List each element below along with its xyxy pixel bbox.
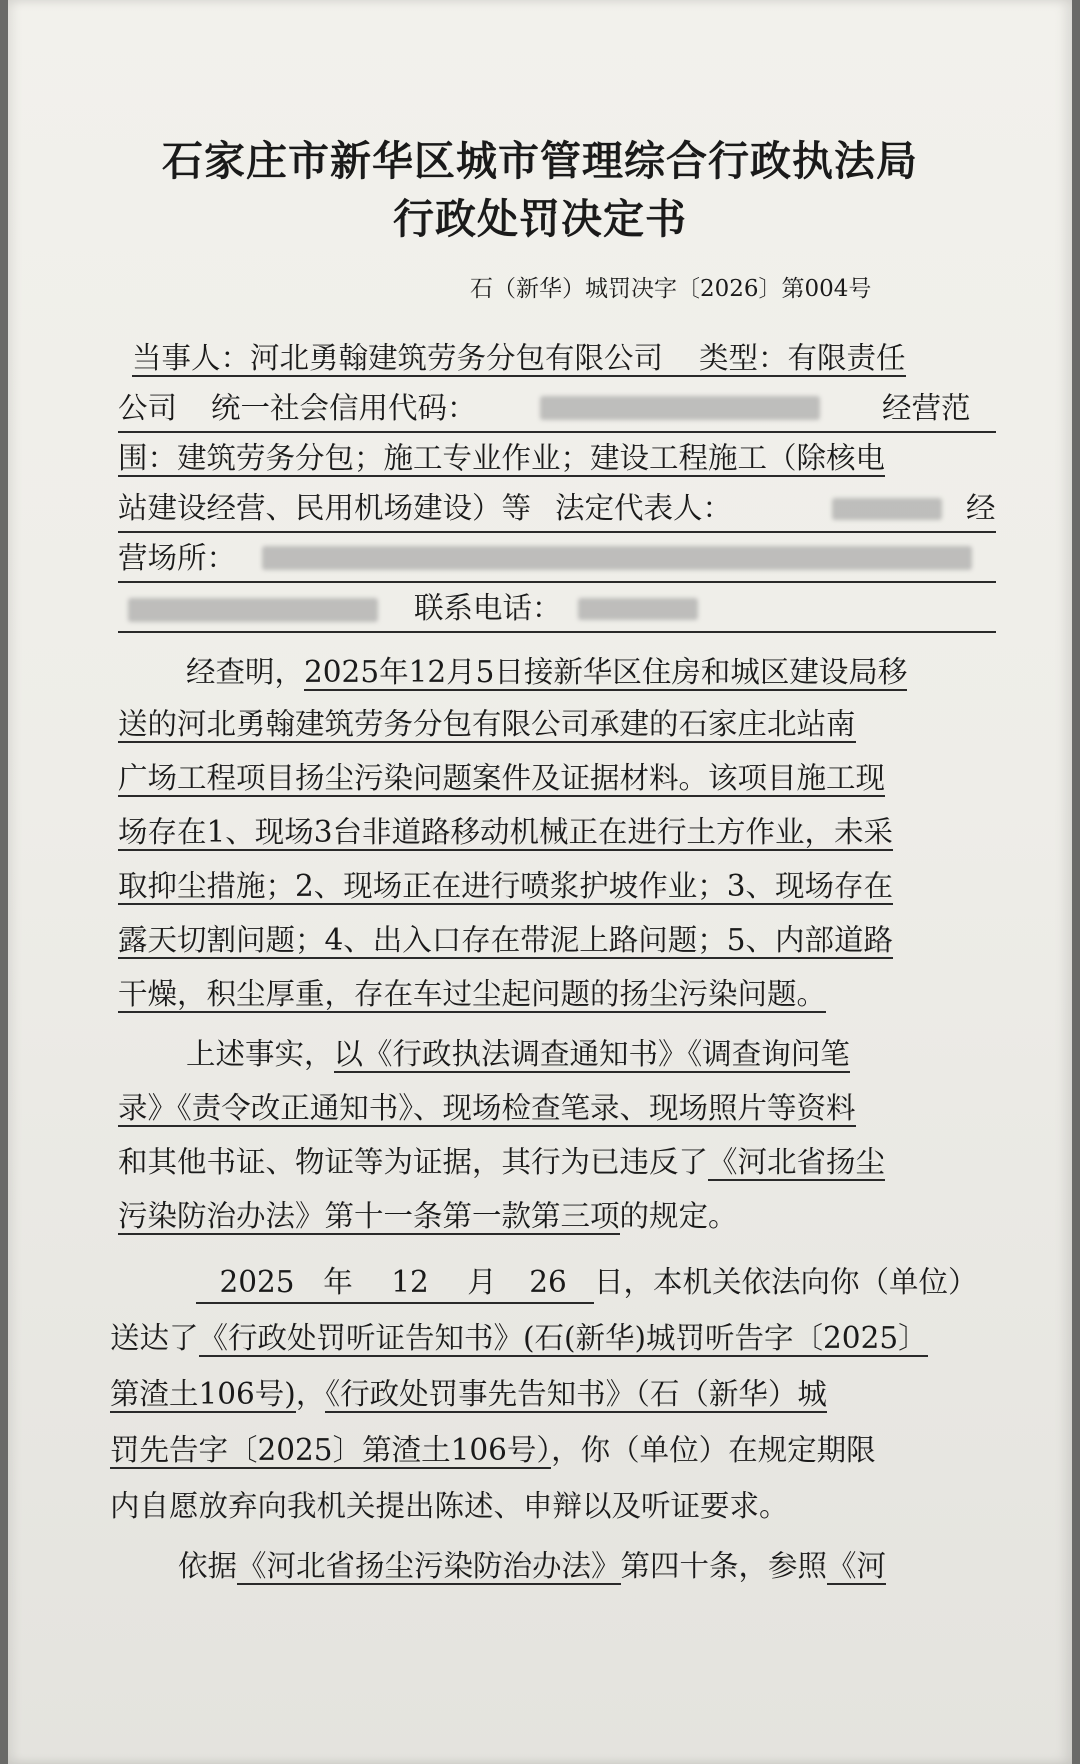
hearing-notice: 《行政处罚听证告知书》(石(新华)城罚听告字〔2025〕 [198,1321,928,1355]
date-year-unit: 年 [318,1262,358,1304]
findings-text: 场存在1、现场3台非道路移动机械正在进行土方作业，未采 [118,815,894,849]
underline [118,431,996,433]
party-line-4 [118,488,732,530]
redacted-business-place [262,546,972,570]
basis-regulation: 《河北省扬尘污染防治办法》 [237,1549,621,1583]
evidence-line-4 [118,1196,738,1238]
notification-line-5 [110,1486,789,1528]
business-scope: 围：建筑劳务分包；施工专业作业；建设工程施工（除核电 [118,441,886,475]
findings-line-2 [118,704,856,746]
date-day: 26 [502,1262,594,1304]
evidence-text: 和其他书证、物证等为证据，其行为已违反了 [118,1145,709,1179]
notification-line-1 [196,1262,978,1304]
document-title-line2: 行政处罚决定书 [393,195,687,243]
findings-line-5 [118,866,893,908]
punctuation: ， [295,1377,326,1411]
basis-text: 第四十条，参照 [620,1549,828,1583]
violated-regulation: 《河北省扬尘 [708,1145,886,1179]
findings-line-3 [118,758,885,800]
document-number: 石（新华）城罚决字〔2026〕第004号 [470,276,872,302]
business-place-label-cont: 营场所： [118,541,237,575]
date-month-unit: 月 [462,1262,502,1304]
notification-text: 日，本机关依法向你（单位） [594,1265,978,1299]
basis-regulation-cont: 《河 [827,1549,887,1583]
party-line-3 [118,438,885,480]
underline [118,531,996,533]
findings-text: 取抑尘措施；2、现场正在进行喷浆护坡作业；3、现场存在 [118,869,894,903]
party-line-1 [132,338,906,380]
evidence-text: 录》《责令改正通知书》、现场检查笔录、现场照片等资料 [118,1091,856,1125]
date-year: 2025 [196,1262,318,1304]
date-month: 12 [358,1262,462,1304]
findings-line-4 [118,812,893,854]
evidence-line-3 [118,1142,885,1184]
findings-text: 2025年12月5日接新华区住房和城区建设局移 [304,655,908,689]
findings-text: 干燥，积尘厚重，存在车过尘起问题的扬尘污染问题。 [118,977,827,1011]
prior-notice: 《行政处罚事先告知书》（石（新华）城 [325,1377,827,1411]
evidence-line-1 [186,1034,850,1076]
party-type-cont: 公司 [118,391,178,425]
contact-phone-label: 联系电话： [414,591,562,625]
party-name: 当事人：河北勇翰建筑劳务分包有限公司 [132,341,664,375]
redacted-legal-rep [832,498,942,520]
hearing-notice-number: 第渣土106号) [110,1377,296,1411]
party-line-2 [118,388,477,430]
redacted-phone [578,598,698,620]
party-line-5 [118,538,236,580]
basis-line-1 [178,1546,886,1588]
notification-line-2 [110,1318,928,1360]
evidence-text: 以《行政执法调查通知书》《调查询问笔 [333,1037,850,1071]
credit-code-label: 统一社会信用代码： [211,391,477,425]
evidence-text: 的规定。 [619,1199,738,1233]
prior-notice-number: 罚先告字〔2025〕第渣土106号） [110,1433,552,1467]
findings-line-7 [118,974,826,1016]
notification-text: 送达了 [110,1321,199,1355]
violated-regulation: 污染防治办法》第十一条第一款第三项 [118,1199,620,1233]
findings-text: 露天切割问题；4、出入口存在带泥上路问题；5、内部道路 [118,923,894,957]
notification-line-4 [110,1430,876,1472]
underline [118,631,996,633]
evidence-line-2 [118,1088,856,1130]
party-type: 类型：有限责任 [663,341,906,377]
findings-line-6 [118,920,893,962]
notification-text: ，你（单位）在规定期限 [551,1433,876,1467]
findings-line-1 [186,652,907,694]
redacted-credit-code [540,396,820,420]
legal-rep-label: 法定代表人： [555,491,733,525]
redacted-business-place-cont [128,598,378,622]
business-scope-cont: 站建设经营、民用机场建设）等 [118,491,532,525]
findings-intro: 经查明， [186,655,305,689]
document-title-line1: 石家庄市新华区城市管理综合行政执法局 [162,137,918,185]
findings-text: 送的河北勇翰建筑劳务分包有限公司承建的石家庄北站南 [118,707,856,741]
notification-line-3 [110,1374,827,1416]
evidence-intro: 上述事实， [186,1037,334,1071]
business-scope-label: 经营范 [882,391,971,425]
notification-text: 内自愿放弃向我机关提出陈述、申辩以及听证要求。 [110,1489,789,1523]
findings-text: 广场工程项目扬尘污染问题案件及证据材料。该项目施工现 [118,761,886,795]
business-place-label: 经 [966,491,996,525]
basis-intro: 依据 [178,1549,238,1583]
underline [118,581,996,583]
